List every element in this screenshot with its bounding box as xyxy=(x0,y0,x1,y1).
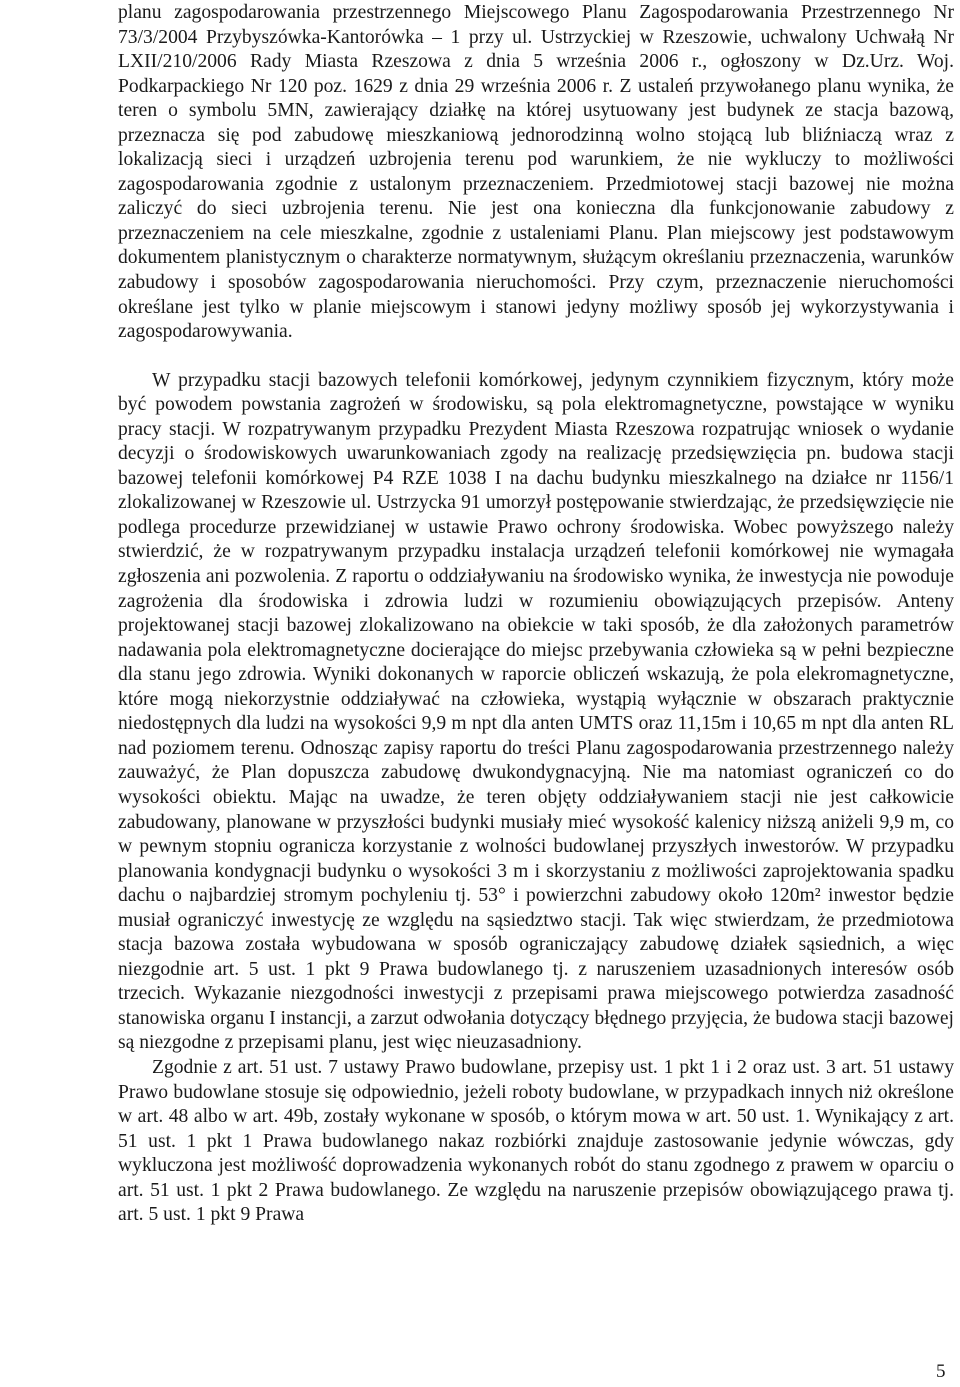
paragraph-legal-basis: Zgodnie z art. 51 ust. 7 ustawy Prawo budowlane, przepisy ust. 1 pkt 1 i 2 oraz ust. 3 art. 51 ustawy Prawo budowlane stosuje się odpowiednio, jeżeli roboty budowlane, w przypadkach innych niż określone w art. 48 albo w art. 49b, zostały wykonane w sposób, o którym mowa w art. 50 ust. 1. Wynikający z art. 51 ust. 1 pkt 1 Prawa budowlanego nakaz rozbiórki znajduje zastosowanie jedynie wówczas, gdy wykluczona jest możliwość doprowadzenia wykonanych robót do stanu zgodnego z prawem w oparciu o art. 51 ust. 1 pkt 2 Prawa budowlanego. Ze względu na naruszenie przepisów obowiązującego prawa tj. art. 5 ust. 1 pkt 9 Prawa xyxy=(118,1056,954,1226)
page-number: 5 xyxy=(936,1361,946,1382)
paragraph-plan-continuation: planu zagospodarowania przestrzennego Miejscowego Planu Zagospodarowania Przestrzennego Nr 73/3/2004 Przybyszówka-Kantorówka – 1 przy ul. Ustrzyckiej w Rzeszowie, uchwalony Uchwałą Nr LXII/210/2006 Rady Miasta Rzeszowa z dnia 5 września 2006 r., ogłoszony w Dz.Urz. Woj. Podkarpackiego Nr 120 poz. 1629 z dnia 29 września 2006 r. Z ustaleń przywołanego planu wynika, że teren o symbolu 5MN, zawierający działkę na której usytuowany jest budynek ze stacja bazową, przeznacza się pod zabudowę mieszkaniową jednorodzinną wolno stojącą lub bliźniaczą wraz z lokalizacją sieci i urządzeń uzbrojenia terenu pod warunkiem, że nie wykluczy to możliwości zagospodarowania zgodnie z ustalonym przeznaczeniem. Przedmiotowej stacji bazowej nie można zaliczyć do sieci uzbrojenia terenu. Nie jest ona konieczna dla funkcjonowanie zabudowy z przeznaczeniem na cele mieszkalne, zgodnie z ustaleniami Planu. Plan miejscowy jest podstawowym dokumentem planistycznym o charakterze normatywnym, służącym określaniu przeznaczenia, warunków zabudowy i sposobów zagospodarowania nieruchomości. Przy czym, przeznaczenie nieruchomości określane jest tylko w planie miejscowym i stanowi jedyny możliwy sposób jej wykorzystywania i zagospodarowywania. xyxy=(118,2,954,343)
paragraph-base-station-analysis: W przypadku stacji bazowych telefonii komórkowej, jedynym czynnikiem fizycznym, który może być powodem powstania zagrożeń w środowisku, są pola elektromagnetyczne, powstające w wyniku pracy stacji. W rozpatrywanym przypadku Prezydent Miasta Rzeszowa rozpatrując wniosek o wydanie decyzji o środowiskowych uwarunkowaniach zgody na realizację przedsięwzięcia pn. budowa stacji bazowej telefonii komórkowej P4 RZE 1038 I na dachu budynku mieszkalnego na działce nr 1156/1 zlokalizowanej w Rzeszowie ul. Ustrzycka 91 umorzył postępowanie stwierdzając, że przedsięwzięcie nie podlega procedurze przewidzianej w ustawie Prawo ochrony środowiska. Wobec powyższego należy stwierdzić, że w rozpatrywanym przypadku instalacja urządzeń telefonii komórkowej nie wymagała zgłoszenia ani pozwolenia. Z raportu o oddziaływaniu na środowisko wynika, że inwestycja nie powoduje zagrożenia dla środowiska i zdrowia ludzi w rozumieniu obowiązujących przepisów. Anteny projektowanej stacji bazowej zlokalizowano na obiekcie w taki sposób, że dla założonych parametrów nadawania pola elektromagnetyczne docierające do miejsc przebywania człowieka są w pełni bezpieczne dla stanu jego zdrowia. Wyniki dokonanych w raporcie obliczeń wskazują, że pola elekromagnetyczne, które mogą niekorzystnie oddziaływać na człowieka, wystąpią wyłącznie w obszarach praktycznie niedostępnych dla ludzi na wysokości 9,9 m npt dla anten UMTS oraz 11,15m i 10,65 m npt dla anten RL nad poziomem terenu. Odnosząc zapisy raportu do treści Planu zagospodarowania przestrzennego należy zauważyć, że Plan dopuszcza zabudowę dwukondygnacyjną. Nie ma natomiast ograniczeń co do wysokości obiektu. Mając na uwadze, że teren objęty oddziaływaniem stacji nie jest całkowicie zabudowany, planowane w przyszłości budynki musiały mieć wysokość kalenicy niższą aniżeli 9,9 m, co w pewnym stopniu ogranicza korzystanie z wolności budowlanej przyszłych inwestorów. W przypadku planowania kondygnacji budynku o wysokości 3 m i skorzystaniu z możliwości zaprojektowania spadku dachu o najbardziej stromym pochyleniu tj. 53° i powierzchni zabudowy około 120m² inwestor będzie musiał ograniczyć inwestycję ze względu na sąsiedztwo stacji. Tak więc stwierdzam, że przedmiotowa stacja bazowa została wybudowana w sposób ograniczający zabudowę działek sąsiednich, a więc niezgodnie art. 5 ust. 1 pkt 9 Prawa budowlanego tj. z naruszeniem uzasadnionych interesów osób trzecich. Wykazanie niezgodności inwestycji z przepisami prawa miejscowego potwierdza zasadność stanowiska organu I instancji, a zarzut odwołania dotyczący błędnego przyjęcia, że budowa stacji bazowej są niezgodne z przepisami planu, jest więc nieuzasadniony. xyxy=(118,369,954,1054)
document-body xyxy=(118,1,954,1228)
